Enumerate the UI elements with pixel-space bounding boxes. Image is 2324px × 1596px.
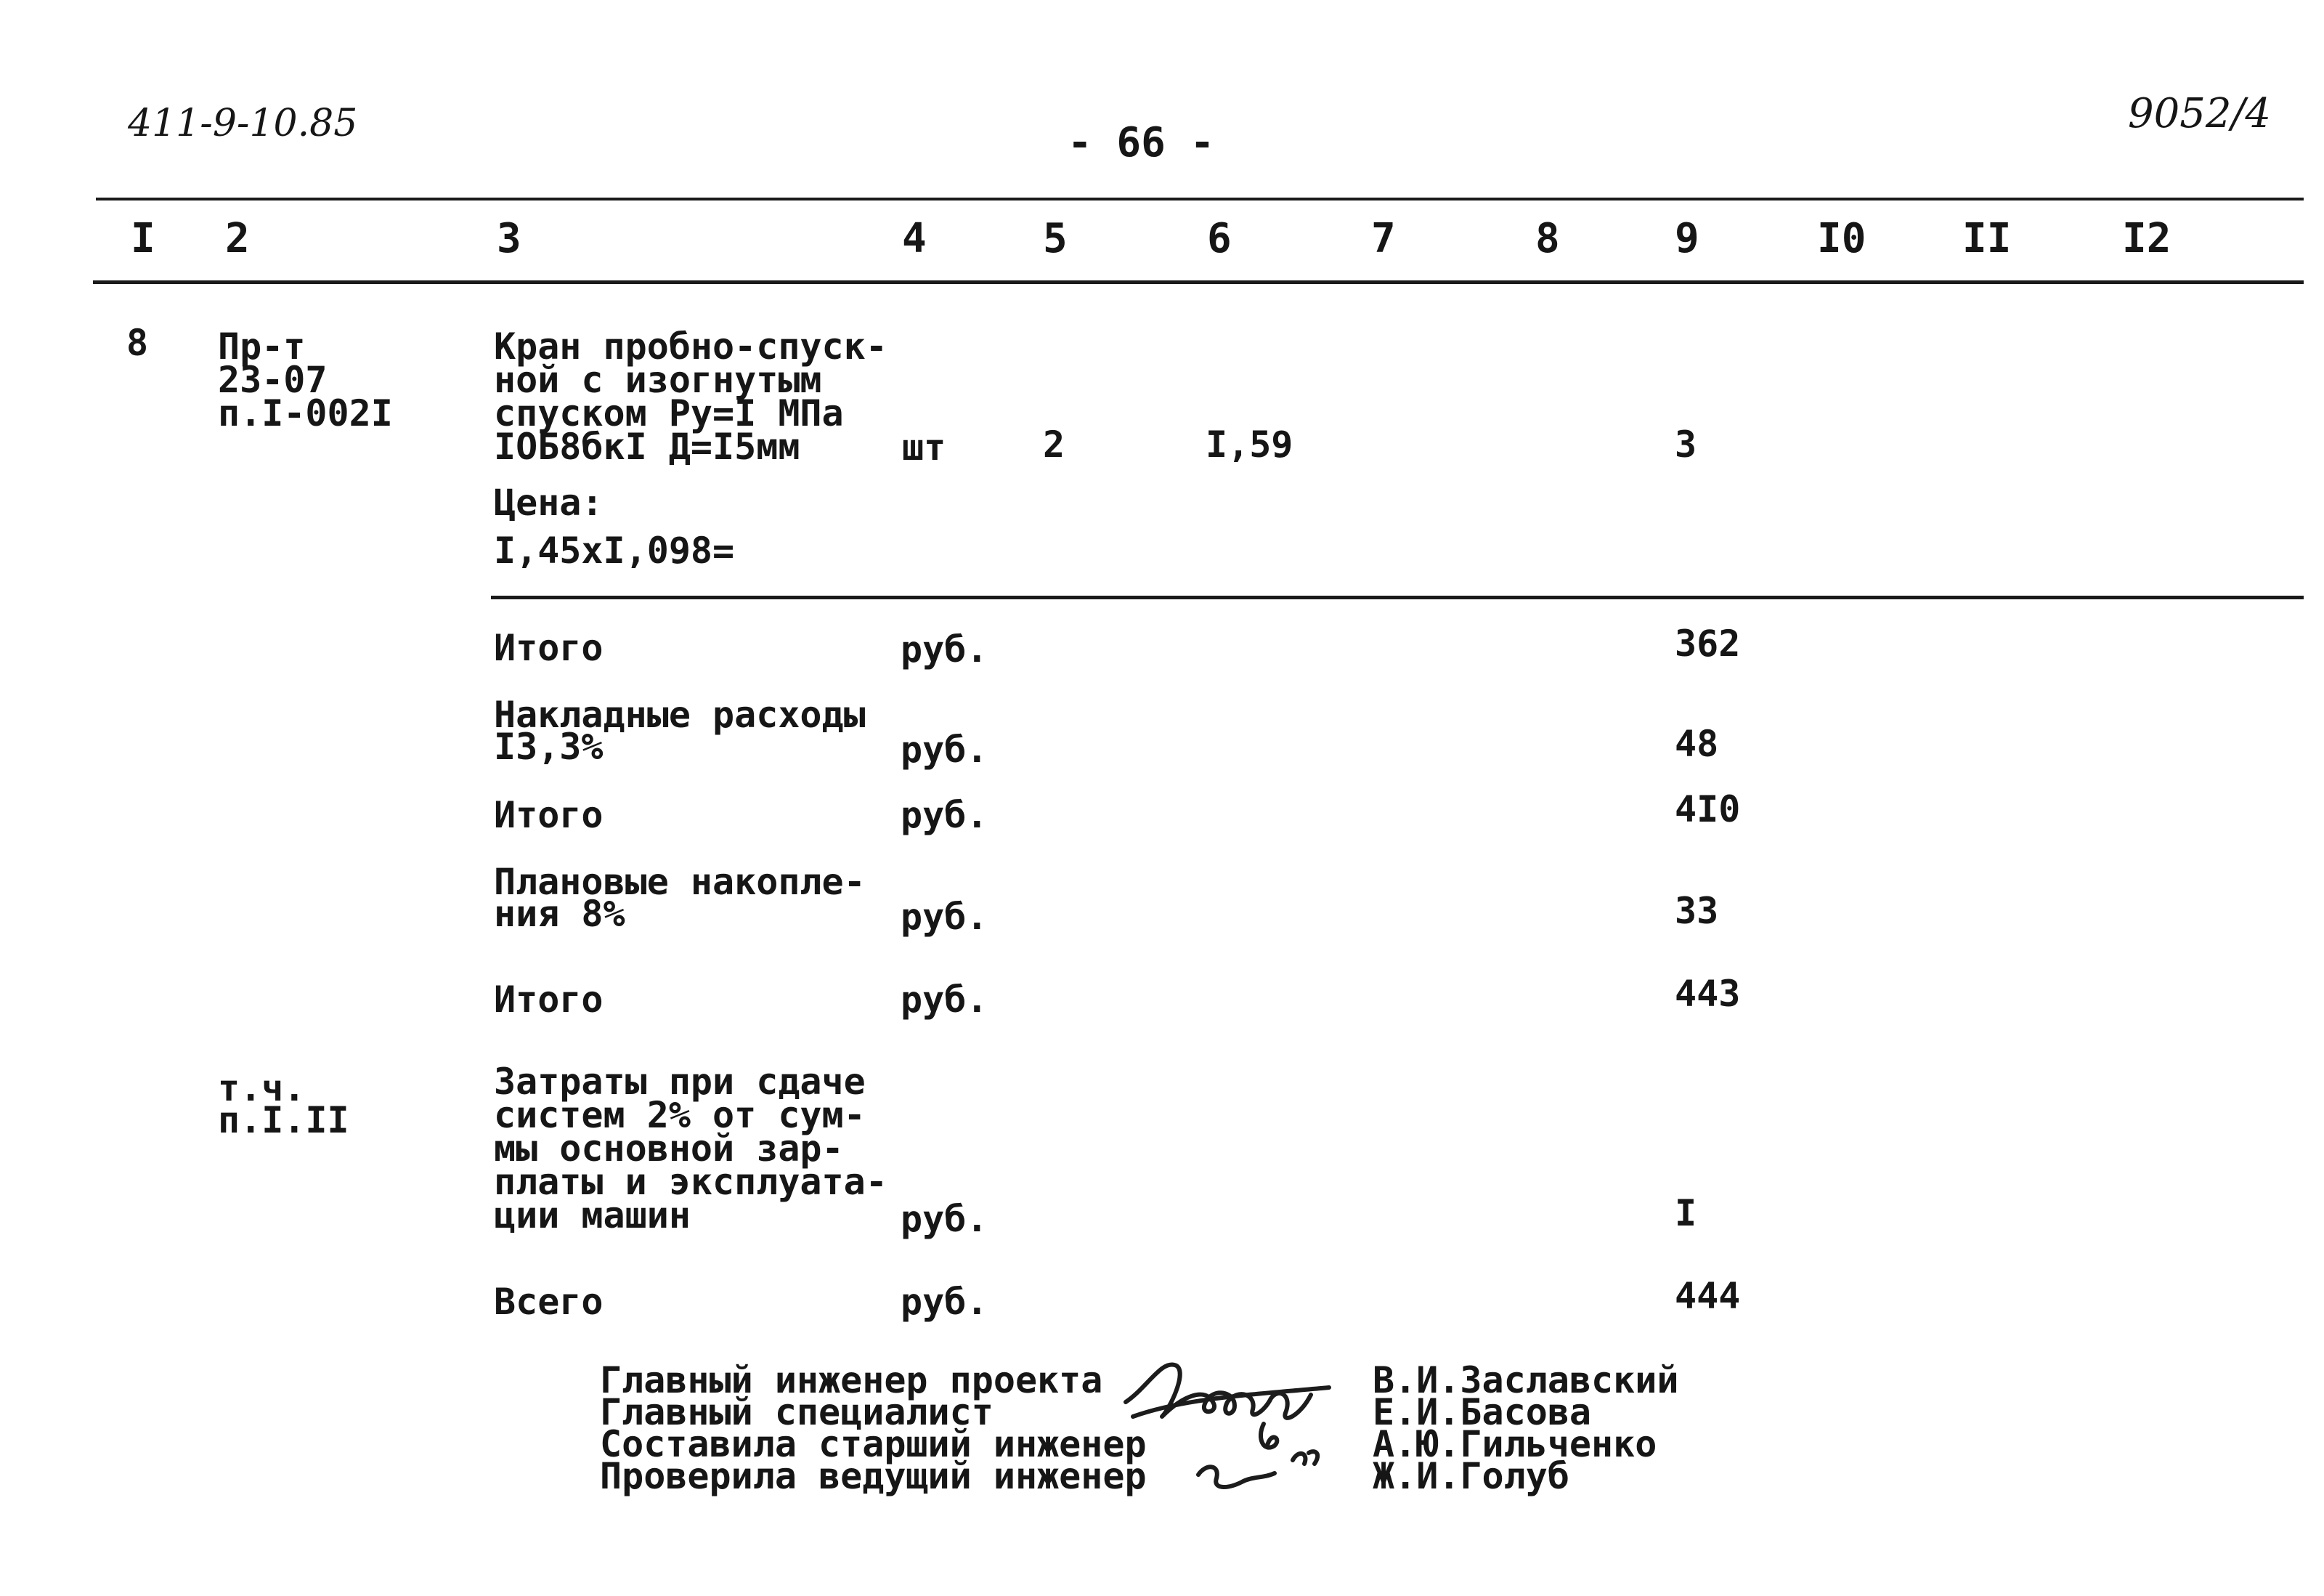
commissioning-label-line: платы и эксплуата- xyxy=(494,1161,887,1203)
column-header: 6 xyxy=(1207,215,1232,262)
column-header: II xyxy=(1962,215,2012,262)
commissioning-source-line: т.ч. xyxy=(218,1067,306,1109)
item-number: 8 xyxy=(126,322,149,364)
item-quantity: 2 xyxy=(1043,424,1065,466)
commissioning-label-line: ции машин xyxy=(494,1194,691,1236)
column-header: I xyxy=(131,215,155,262)
item-description-line: спуском Ру=I МПа xyxy=(494,392,844,434)
item-description xyxy=(494,325,887,468)
summary-label: Итого xyxy=(494,627,604,669)
summary-label: Итого xyxy=(494,794,604,836)
summary-unit: руб. xyxy=(901,729,988,771)
column-header: I2 xyxy=(2122,215,2171,262)
summary-unit: руб. xyxy=(901,628,988,671)
table-header-rule xyxy=(93,280,2304,284)
document-code: 411-9-10.85 xyxy=(128,102,358,145)
signature-role: Главный специалист xyxy=(600,1391,994,1433)
signature-name: Ж.И.Голуб xyxy=(1373,1455,1569,1497)
signature-name: Е.И.Басова xyxy=(1373,1391,1592,1433)
handwritten-signatures xyxy=(1118,1344,1380,1511)
column-header: 7 xyxy=(1371,215,1396,262)
commissioning-source-line: п.I.II xyxy=(218,1099,349,1141)
column-header: 3 xyxy=(497,215,521,262)
signature-role: Главный инженер проекта xyxy=(600,1359,1103,1401)
page-number: - 66 - xyxy=(1068,119,1215,166)
summary-label xyxy=(494,861,866,935)
commissioning-label xyxy=(494,1061,887,1236)
item-source-line: 23-07 xyxy=(218,359,328,401)
signature-role: Составила старший инженер xyxy=(600,1423,1147,1465)
summary-value: 33 xyxy=(1675,890,1719,932)
commissioning-label-line: мы основной зар- xyxy=(494,1127,844,1170)
summary-unit: руб. xyxy=(901,896,988,938)
item-description-line: ной с изогнутым xyxy=(494,359,822,401)
summary-value: 4I0 xyxy=(1675,788,1741,830)
item-total: 3 xyxy=(1675,424,1697,466)
item-source xyxy=(218,325,393,434)
item-description-line: IОБ8бкI Д=I5мм xyxy=(494,426,800,468)
summary-label-line: Накладные расходы xyxy=(494,694,866,736)
item-unit: шт xyxy=(902,426,946,469)
commissioning-label-line: Затраты при сдаче xyxy=(494,1061,866,1103)
summary-label-line: ния 8% xyxy=(494,893,625,935)
summary-value: 48 xyxy=(1675,723,1719,765)
column-header: 4 xyxy=(902,215,927,262)
summary-label-line: I3,3% xyxy=(494,726,604,768)
column-header: I0 xyxy=(1817,215,1866,262)
signature-role: Проверила ведущий инженер xyxy=(600,1455,1147,1497)
table-top-rule xyxy=(96,198,2304,200)
item-source-line: Пр-т xyxy=(218,325,306,368)
summary-unit: руб. xyxy=(901,794,988,836)
summary-value: 443 xyxy=(1675,973,1741,1015)
column-header: 9 xyxy=(1675,215,1699,262)
item-price-formula: I,45xI,098= xyxy=(494,530,735,572)
column-header: 5 xyxy=(1043,215,1068,262)
summary-label xyxy=(494,694,866,768)
grand-total-value: 444 xyxy=(1675,1275,1741,1317)
item-price-label: Цена: xyxy=(494,482,604,524)
summary-value: 362 xyxy=(1675,623,1741,665)
commissioning-unit: руб. xyxy=(901,1198,988,1240)
signature-names xyxy=(1373,1359,1679,1497)
summary-label: Итого xyxy=(494,979,604,1021)
signature-name: В.И.Заславский xyxy=(1373,1359,1679,1401)
commissioning-value: I xyxy=(1675,1192,1697,1234)
sheet-reference: 9052/4 xyxy=(2128,90,2272,137)
signature-name: А.Ю.Гильченко xyxy=(1373,1423,1657,1465)
item-price: I,59 xyxy=(1206,424,1293,466)
commissioning-source xyxy=(218,1067,349,1141)
subtotal-rule xyxy=(491,596,2304,599)
signature-roles xyxy=(600,1359,1147,1497)
column-header: 2 xyxy=(225,215,250,262)
grand-total-unit: руб. xyxy=(901,1281,988,1323)
summary-unit: руб. xyxy=(901,979,988,1021)
item-description-line: Кран пробно-спуск- xyxy=(494,325,887,368)
item-source-line: п.I-002I xyxy=(218,392,393,434)
commissioning-label-line: систем 2% от сум- xyxy=(494,1094,866,1136)
summary-label-line: Плановые накопле- xyxy=(494,861,866,903)
column-header: 8 xyxy=(1535,215,1560,262)
grand-total-label: Всего xyxy=(494,1281,604,1323)
